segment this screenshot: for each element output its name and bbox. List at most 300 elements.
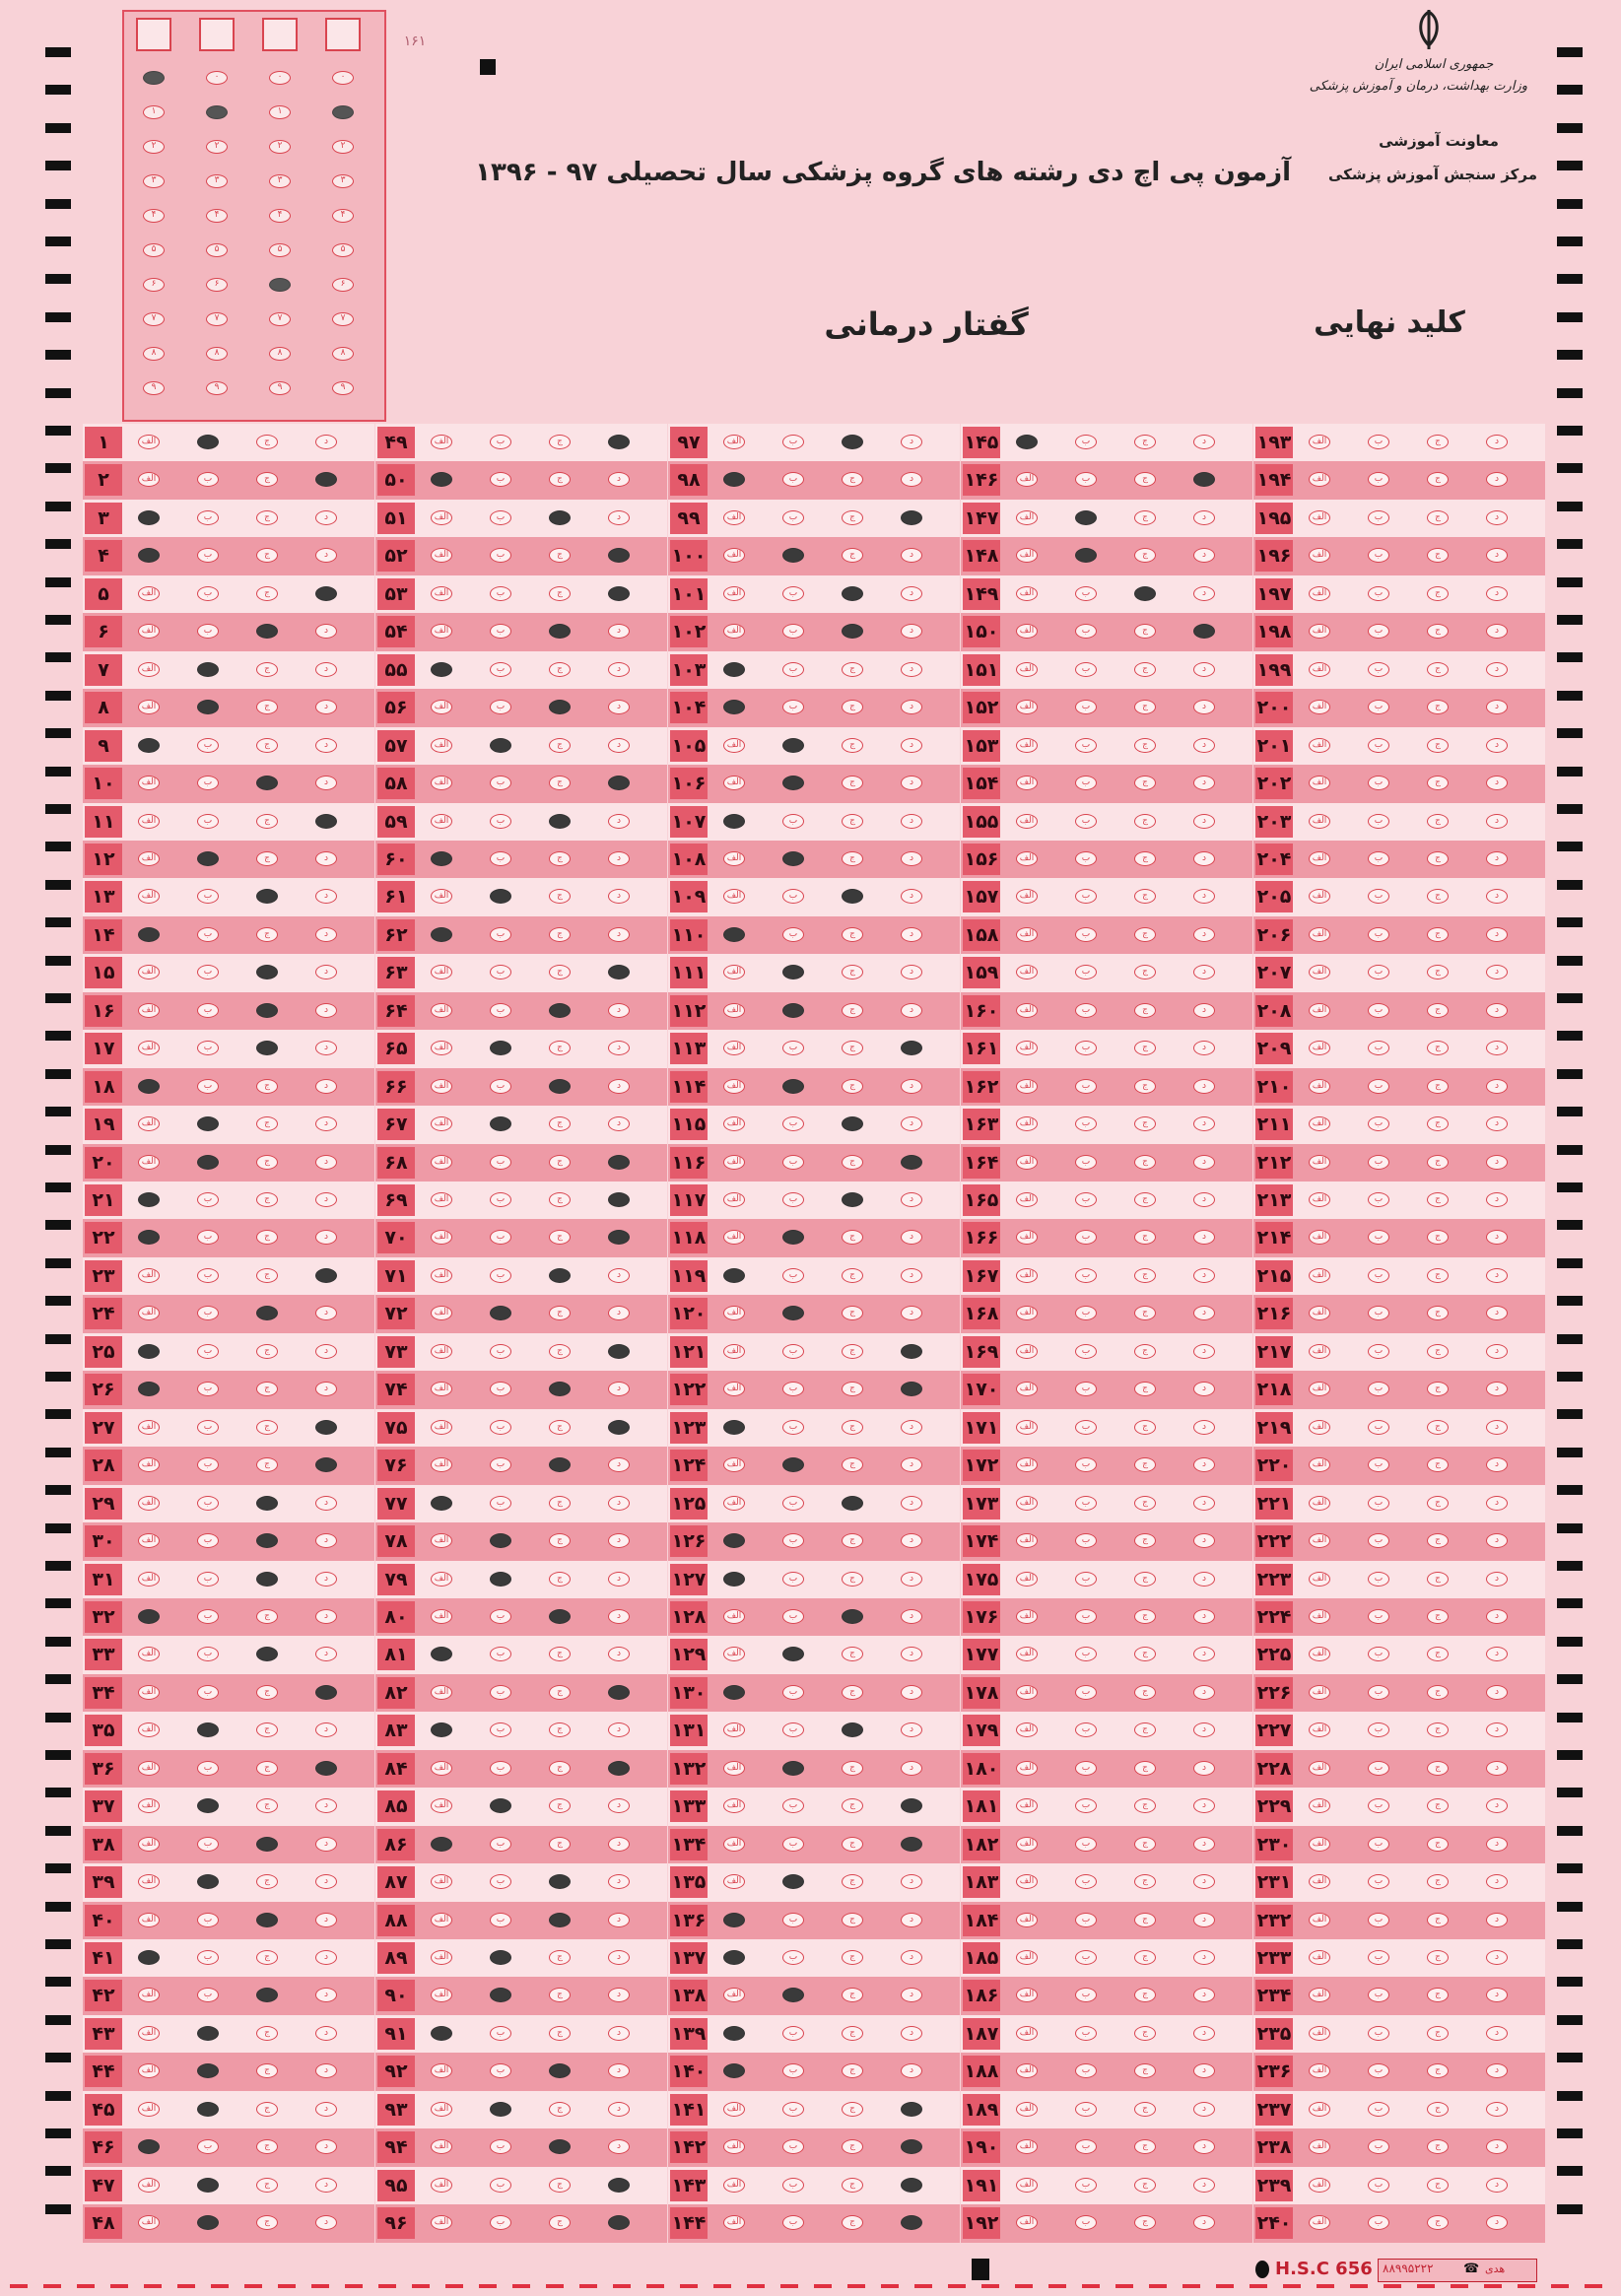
answer-bubble[interactable]: ج (1427, 1837, 1449, 1852)
answer-bubble[interactable]: ج (1427, 1496, 1449, 1511)
answer-bubble[interactable] (315, 1457, 337, 1472)
answer-bubble[interactable]: الف (1309, 1874, 1330, 1889)
answer-bubble[interactable]: د (901, 1647, 922, 1661)
answer-bubble[interactable]: ج (1134, 435, 1156, 449)
answer-bubble[interactable] (431, 2026, 452, 2041)
answer-bubble[interactable]: ج (256, 1420, 278, 1435)
answer-bubble[interactable]: الف (1016, 2139, 1038, 2154)
answer-bubble[interactable]: الف (1309, 2102, 1330, 2117)
answer-bubble[interactable]: ب (1368, 1457, 1389, 1472)
id-digit-bubble[interactable]: ۳ (143, 174, 165, 188)
answer-bubble[interactable]: ج (1134, 1874, 1156, 1889)
answer-bubble[interactable]: ب (1075, 2063, 1097, 2078)
answer-bubble[interactable]: ب (782, 472, 804, 487)
answer-bubble[interactable]: الف (1309, 1041, 1330, 1055)
answer-bubble[interactable]: الف (138, 1155, 160, 1170)
answer-bubble[interactable]: ب (1075, 1837, 1097, 1852)
answer-bubble[interactable]: د (608, 1988, 630, 2002)
answer-bubble[interactable]: د (1486, 1722, 1508, 1737)
answer-bubble[interactable]: د (901, 1609, 922, 1624)
answer-bubble[interactable] (782, 738, 804, 753)
id-digit-bubble[interactable]: ۸ (269, 347, 291, 361)
answer-bubble[interactable]: ب (197, 1268, 219, 1283)
answer-bubble[interactable]: د (901, 927, 922, 942)
answer-bubble[interactable]: ج (842, 1344, 863, 1359)
answer-bubble[interactable] (138, 2139, 160, 2154)
answer-bubble[interactable]: ج (256, 927, 278, 942)
answer-bubble[interactable]: د (315, 927, 337, 942)
answer-bubble[interactable]: ب (1075, 1572, 1097, 1587)
answer-bubble[interactable]: د (1193, 548, 1215, 563)
answer-bubble[interactable]: ب (1075, 776, 1097, 790)
answer-bubble[interactable] (1075, 548, 1097, 563)
answer-bubble[interactable]: ج (1427, 738, 1449, 753)
id-digit-bubble[interactable]: ۴ (332, 209, 354, 223)
answer-bubble[interactable]: الف (1309, 1003, 1330, 1018)
answer-bubble[interactable]: ج (1427, 1116, 1449, 1131)
answer-bubble[interactable]: الف (723, 2215, 745, 2230)
answer-bubble[interactable]: د (315, 1041, 337, 1055)
answer-bubble[interactable]: ب (1368, 586, 1389, 601)
answer-bubble[interactable]: د (315, 2215, 337, 2230)
answer-bubble[interactable]: الف (1309, 1572, 1330, 1587)
answer-bubble[interactable] (608, 1761, 630, 1776)
answer-bubble[interactable] (723, 814, 745, 829)
answer-bubble[interactable]: ب (782, 1116, 804, 1131)
answer-bubble[interactable]: ج (1134, 1003, 1156, 1018)
answer-bubble[interactable]: الف (1309, 2063, 1330, 2078)
answer-bubble[interactable] (197, 2026, 219, 2041)
answer-bubble[interactable]: ج (842, 1950, 863, 1965)
answer-bubble[interactable]: الف (1016, 510, 1038, 525)
answer-bubble[interactable] (723, 1913, 745, 1927)
answer-bubble[interactable]: د (1193, 2215, 1215, 2230)
answer-bubble[interactable]: ج (1134, 1572, 1156, 1587)
answer-bubble[interactable]: ج (549, 1420, 571, 1435)
answer-bubble[interactable]: ج (256, 2178, 278, 2193)
answer-bubble[interactable]: ب (1368, 700, 1389, 714)
answer-bubble[interactable] (197, 435, 219, 449)
answer-bubble[interactable]: ج (842, 1041, 863, 1055)
answer-bubble[interactable]: ج (1134, 2215, 1156, 2230)
answer-bubble[interactable]: ب (197, 1609, 219, 1624)
answer-bubble[interactable] (256, 776, 278, 790)
id-digit-bubble[interactable]: ۵ (332, 243, 354, 257)
answer-bubble[interactable]: د (901, 1192, 922, 1207)
answer-bubble[interactable]: الف (1016, 586, 1038, 601)
id-digit-bubble[interactable]: ۱ (143, 105, 165, 119)
answer-bubble[interactable] (842, 586, 863, 601)
answer-bubble[interactable]: ب (1368, 1116, 1389, 1131)
answer-bubble[interactable]: ب (490, 1496, 511, 1511)
answer-bubble[interactable] (138, 927, 160, 942)
answer-bubble[interactable]: ب (1075, 1420, 1097, 1435)
id-digit-bubble[interactable]: ۵ (206, 243, 228, 257)
answer-bubble[interactable]: الف (1309, 889, 1330, 904)
answer-bubble[interactable]: ب (490, 814, 511, 829)
answer-bubble[interactable] (138, 738, 160, 753)
answer-bubble[interactable]: ب (490, 1913, 511, 1927)
answer-bubble[interactable]: د (315, 1079, 337, 1094)
answer-bubble[interactable]: ج (1134, 1722, 1156, 1737)
id-digit-box[interactable] (199, 18, 235, 51)
answer-bubble[interactable]: د (901, 776, 922, 790)
answer-bubble[interactable]: د (1486, 889, 1508, 904)
answer-bubble[interactable]: ب (782, 1192, 804, 1207)
answer-bubble[interactable]: د (1193, 1837, 1215, 1852)
answer-bubble[interactable]: د (608, 1572, 630, 1587)
answer-bubble[interactable]: الف (431, 624, 452, 639)
answer-bubble[interactable]: ج (1427, 1382, 1449, 1396)
answer-bubble[interactable]: د (1193, 1988, 1215, 2002)
answer-bubble[interactable]: ب (490, 435, 511, 449)
answer-bubble[interactable]: د (315, 1874, 337, 1889)
answer-bubble[interactable]: الف (138, 1722, 160, 1737)
answer-bubble[interactable]: ب (197, 1533, 219, 1548)
answer-bubble[interactable]: ج (1427, 2063, 1449, 2078)
answer-bubble[interactable]: ب (490, 1685, 511, 1700)
id-digit-bubble[interactable]: ۹ (332, 381, 354, 395)
answer-bubble[interactable]: د (1486, 1798, 1508, 1813)
answer-bubble[interactable]: ب (197, 586, 219, 601)
answer-bubble[interactable]: ج (1134, 1344, 1156, 1359)
answer-bubble[interactable] (608, 1685, 630, 1700)
answer-bubble[interactable]: الف (723, 624, 745, 639)
answer-bubble[interactable]: د (901, 1420, 922, 1435)
answer-bubble[interactable]: ج (256, 1722, 278, 1737)
answer-bubble[interactable]: د (1193, 1647, 1215, 1661)
answer-bubble[interactable] (723, 472, 745, 487)
answer-bubble[interactable]: د (1486, 510, 1508, 525)
answer-bubble[interactable]: ب (1075, 2178, 1097, 2193)
id-digit-bubble[interactable]: ۱ (269, 105, 291, 119)
answer-bubble[interactable]: الف (1016, 2026, 1038, 2041)
answer-bubble[interactable]: ب (490, 510, 511, 525)
answer-bubble[interactable] (782, 548, 804, 563)
answer-bubble[interactable]: ب (1075, 1609, 1097, 1624)
answer-bubble[interactable]: ج (256, 510, 278, 525)
answer-bubble[interactable]: الف (138, 2026, 160, 2041)
answer-bubble[interactable]: الف (723, 586, 745, 601)
answer-bubble[interactable]: ج (842, 1420, 863, 1435)
answer-bubble[interactable]: ج (842, 472, 863, 487)
answer-bubble[interactable]: الف (723, 1192, 745, 1207)
answer-bubble[interactable]: د (315, 435, 337, 449)
answer-bubble[interactable]: ج (549, 1192, 571, 1207)
answer-bubble[interactable]: ج (842, 1457, 863, 1472)
answer-bubble[interactable]: الف (723, 1496, 745, 1511)
answer-bubble[interactable]: ب (1368, 1079, 1389, 1094)
answer-bubble[interactable]: د (901, 1988, 922, 2002)
answer-bubble[interactable]: الف (431, 965, 452, 979)
id-digit-bubble[interactable] (332, 105, 354, 119)
answer-bubble[interactable]: د (1193, 1268, 1215, 1283)
answer-bubble[interactable]: الف (1016, 1268, 1038, 1283)
answer-bubble[interactable] (138, 1609, 160, 1624)
answer-bubble[interactable]: ج (1134, 624, 1156, 639)
answer-bubble[interactable]: ج (1134, 510, 1156, 525)
answer-bubble[interactable]: ب (782, 814, 804, 829)
answer-bubble[interactable]: ب (490, 1003, 511, 1018)
answer-bubble[interactable] (138, 1382, 160, 1396)
answer-bubble[interactable]: د (315, 2063, 337, 2078)
answer-bubble[interactable]: ب (490, 1344, 511, 1359)
answer-bubble[interactable]: ب (490, 776, 511, 790)
answer-bubble[interactable]: الف (1309, 1761, 1330, 1776)
answer-bubble[interactable]: ج (1134, 1230, 1156, 1245)
answer-bubble[interactable]: الف (1309, 1382, 1330, 1396)
answer-bubble[interactable]: الف (1016, 1950, 1038, 1965)
answer-bubble[interactable]: الف (723, 2102, 745, 2117)
answer-bubble[interactable]: ب (1368, 1685, 1389, 1700)
answer-bubble[interactable] (782, 1079, 804, 1094)
answer-bubble[interactable]: د (1193, 889, 1215, 904)
id-digit-box[interactable] (325, 18, 361, 51)
answer-bubble[interactable]: الف (723, 1837, 745, 1852)
answer-bubble[interactable]: الف (1016, 2063, 1038, 2078)
answer-bubble[interactable]: الف (431, 1155, 452, 1170)
answer-bubble[interactable]: ج (1134, 1533, 1156, 1548)
answer-bubble[interactable]: د (1486, 1950, 1508, 1965)
answer-bubble[interactable]: ب (490, 1420, 511, 1435)
answer-bubble[interactable]: الف (138, 1874, 160, 1889)
answer-bubble[interactable]: د (901, 1874, 922, 1889)
answer-bubble[interactable]: ب (197, 1572, 219, 1587)
answer-bubble[interactable]: الف (138, 1761, 160, 1776)
answer-bubble[interactable]: الف (1016, 1382, 1038, 1396)
answer-bubble[interactable]: د (1193, 927, 1215, 942)
answer-bubble[interactable] (901, 1155, 922, 1170)
answer-bubble[interactable]: الف (431, 586, 452, 601)
id-digit-bubble[interactable]: ۷ (332, 312, 354, 326)
answer-bubble[interactable]: ج (256, 738, 278, 753)
answer-bubble[interactable]: د (1486, 965, 1508, 979)
answer-bubble[interactable]: ج (256, 1268, 278, 1283)
answer-bubble[interactable]: د (901, 2063, 922, 2078)
answer-bubble[interactable]: الف (723, 2178, 745, 2193)
answer-bubble[interactable] (842, 1192, 863, 1207)
answer-bubble[interactable]: ج (1134, 1116, 1156, 1131)
answer-bubble[interactable] (842, 1609, 863, 1624)
answer-bubble[interactable]: د (608, 2139, 630, 2154)
answer-bubble[interactable]: ج (842, 2102, 863, 2117)
answer-bubble[interactable]: الف (1016, 1761, 1038, 1776)
answer-bubble[interactable]: د (608, 1647, 630, 1661)
answer-bubble[interactable]: ب (1075, 1457, 1097, 1472)
answer-bubble[interactable]: ج (549, 548, 571, 563)
answer-bubble[interactable]: د (315, 1192, 337, 1207)
answer-bubble[interactable]: ج (1427, 1950, 1449, 1965)
answer-bubble[interactable]: ب (1075, 1798, 1097, 1813)
answer-bubble[interactable]: ب (1368, 472, 1389, 487)
answer-bubble[interactable]: ب (490, 1609, 511, 1624)
answer-bubble[interactable]: الف (1016, 548, 1038, 563)
answer-bubble[interactable]: الف (1016, 1155, 1038, 1170)
answer-bubble[interactable]: ب (197, 1913, 219, 1927)
answer-bubble[interactable]: د (1193, 2102, 1215, 2117)
answer-bubble[interactable]: ب (490, 851, 511, 866)
answer-bubble[interactable]: د (1486, 1079, 1508, 1094)
answer-bubble[interactable]: د (315, 1798, 337, 1813)
answer-bubble[interactable]: الف (1309, 965, 1330, 979)
answer-bubble[interactable]: الف (1309, 1913, 1330, 1927)
answer-bubble[interactable]: د (1193, 1041, 1215, 1055)
answer-bubble[interactable]: ج (1427, 2215, 1449, 2230)
answer-bubble[interactable] (549, 1609, 571, 1624)
answer-bubble[interactable]: ب (197, 2139, 219, 2154)
answer-bubble[interactable]: ب (490, 1079, 511, 1094)
answer-bubble[interactable] (138, 548, 160, 563)
answer-bubble[interactable]: د (1486, 1420, 1508, 1435)
answer-bubble[interactable]: د (901, 1230, 922, 1245)
answer-bubble[interactable]: د (1486, 851, 1508, 866)
answer-bubble[interactable]: ب (1368, 1609, 1389, 1624)
answer-bubble[interactable]: د (1486, 1572, 1508, 1587)
answer-bubble[interactable]: ب (1075, 1685, 1097, 1700)
answer-bubble[interactable]: الف (431, 1685, 452, 1700)
answer-bubble[interactable]: ج (1134, 662, 1156, 677)
answer-bubble[interactable]: ب (782, 1913, 804, 1927)
answer-bubble[interactable]: د (315, 624, 337, 639)
answer-bubble[interactable]: الف (1016, 1041, 1038, 1055)
answer-bubble[interactable]: الف (138, 776, 160, 790)
answer-bubble[interactable]: ب (782, 2178, 804, 2193)
answer-bubble[interactable]: ب (782, 586, 804, 601)
answer-bubble[interactable] (490, 1950, 511, 1965)
answer-bubble[interactable]: الف (431, 1798, 452, 1813)
answer-bubble[interactable]: ج (549, 889, 571, 904)
answer-bubble[interactable]: ج (1134, 548, 1156, 563)
answer-bubble[interactable] (138, 510, 160, 525)
id-digit-bubble[interactable]: ۶ (332, 278, 354, 292)
answer-bubble[interactable]: الف (723, 1230, 745, 1245)
answer-bubble[interactable]: ج (1427, 1457, 1449, 1472)
answer-bubble[interactable]: الف (1309, 1496, 1330, 1511)
answer-bubble[interactable]: ب (1075, 700, 1097, 714)
answer-bubble[interactable]: د (608, 1496, 630, 1511)
answer-bubble[interactable]: الف (138, 1268, 160, 1283)
answer-bubble[interactable]: ب (782, 1798, 804, 1813)
answer-bubble[interactable]: ج (842, 1382, 863, 1396)
answer-bubble[interactable]: ب (782, 1268, 804, 1283)
answer-bubble[interactable]: ب (1075, 1306, 1097, 1320)
id-digit-bubble[interactable]: ۶ (206, 278, 228, 292)
answer-bubble[interactable]: ج (1427, 1306, 1449, 1320)
answer-bubble[interactable] (842, 889, 863, 904)
answer-bubble[interactable]: الف (1309, 738, 1330, 753)
answer-bubble[interactable]: د (315, 1496, 337, 1511)
answer-bubble[interactable]: ج (549, 1647, 571, 1661)
answer-bubble[interactable]: د (1486, 548, 1508, 563)
answer-bubble[interactable]: ب (1368, 1003, 1389, 1018)
answer-bubble[interactable]: ج (1134, 1988, 1156, 2002)
answer-bubble[interactable]: ج (549, 2178, 571, 2193)
answer-bubble[interactable]: ج (549, 435, 571, 449)
answer-bubble[interactable]: د (1193, 965, 1215, 979)
answer-bubble[interactable]: د (1193, 1420, 1215, 1435)
answer-bubble[interactable]: الف (431, 889, 452, 904)
answer-bubble[interactable] (608, 776, 630, 790)
answer-bubble[interactable]: ب (1075, 1647, 1097, 1661)
answer-bubble[interactable]: ج (842, 1874, 863, 1889)
answer-bubble[interactable] (490, 1306, 511, 1320)
answer-bubble[interactable]: د (1486, 662, 1508, 677)
answer-bubble[interactable]: ب (1075, 1533, 1097, 1548)
answer-bubble[interactable]: الف (431, 1457, 452, 1472)
answer-bubble[interactable]: الف (1016, 1003, 1038, 1018)
answer-bubble[interactable] (901, 1041, 922, 1055)
answer-bubble[interactable]: ب (197, 1079, 219, 1094)
answer-bubble[interactable]: ج (842, 2026, 863, 2041)
answer-bubble[interactable]: د (608, 851, 630, 866)
answer-bubble[interactable]: ج (549, 1798, 571, 1813)
answer-bubble[interactable] (608, 435, 630, 449)
answer-bubble[interactable]: ج (256, 586, 278, 601)
answer-bubble[interactable]: ج (842, 1988, 863, 2002)
answer-bubble[interactable]: د (315, 1609, 337, 1624)
answer-bubble[interactable]: ج (1427, 1609, 1449, 1624)
answer-bubble[interactable] (723, 1685, 745, 1700)
answer-bubble[interactable] (256, 1533, 278, 1548)
answer-bubble[interactable]: ج (842, 2215, 863, 2230)
answer-bubble[interactable] (549, 510, 571, 525)
answer-bubble[interactable]: د (901, 1533, 922, 1548)
answer-bubble[interactable]: ب (490, 1647, 511, 1661)
answer-bubble[interactable]: ج (549, 927, 571, 942)
answer-bubble[interactable]: ب (197, 1344, 219, 1359)
answer-bubble[interactable]: ب (1368, 1761, 1389, 1776)
answer-bubble[interactable]: ب (197, 1761, 219, 1776)
answer-bubble[interactable]: الف (431, 700, 452, 714)
answer-bubble[interactable]: ب (197, 1041, 219, 1055)
answer-bubble[interactable]: ج (256, 1230, 278, 1245)
answer-bubble[interactable]: ج (1427, 1798, 1449, 1813)
answer-bubble[interactable]: الف (138, 851, 160, 866)
answer-bubble[interactable]: الف (431, 1420, 452, 1435)
answer-bubble[interactable]: الف (1016, 1609, 1038, 1624)
answer-bubble[interactable]: ب (197, 1382, 219, 1396)
id-digit-box[interactable] (262, 18, 298, 51)
id-digit-bubble[interactable]: ۳ (332, 174, 354, 188)
id-digit-bubble[interactable]: ۶ (143, 278, 165, 292)
answer-bubble[interactable] (490, 1116, 511, 1131)
answer-bubble[interactable]: ب (197, 472, 219, 487)
answer-bubble[interactable]: الف (138, 1837, 160, 1852)
answer-bubble[interactable] (782, 1457, 804, 1472)
answer-bubble[interactable]: د (1193, 1306, 1215, 1320)
answer-bubble[interactable] (549, 814, 571, 829)
id-digit-bubble[interactable]: ۳ (269, 174, 291, 188)
answer-bubble[interactable]: ج (1427, 1533, 1449, 1548)
answer-bubble[interactable]: الف (431, 1003, 452, 1018)
answer-bubble[interactable]: ب (1368, 1572, 1389, 1587)
answer-bubble[interactable]: ج (842, 776, 863, 790)
answer-bubble[interactable]: د (315, 1722, 337, 1737)
answer-bubble[interactable]: ج (549, 1533, 571, 1548)
answer-bubble[interactable]: الف (431, 776, 452, 790)
answer-bubble[interactable] (315, 1268, 337, 1283)
answer-bubble[interactable] (782, 965, 804, 979)
answer-bubble[interactable]: الف (431, 1572, 452, 1587)
answer-bubble[interactable]: ج (1134, 1192, 1156, 1207)
answer-bubble[interactable]: الف (1016, 1116, 1038, 1131)
answer-bubble[interactable] (490, 1533, 511, 1548)
answer-bubble[interactable]: د (1486, 1306, 1508, 1320)
answer-bubble[interactable]: ب (782, 2026, 804, 2041)
answer-bubble[interactable]: د (608, 1837, 630, 1852)
answer-bubble[interactable] (549, 1003, 571, 1018)
answer-bubble[interactable]: الف (1016, 662, 1038, 677)
